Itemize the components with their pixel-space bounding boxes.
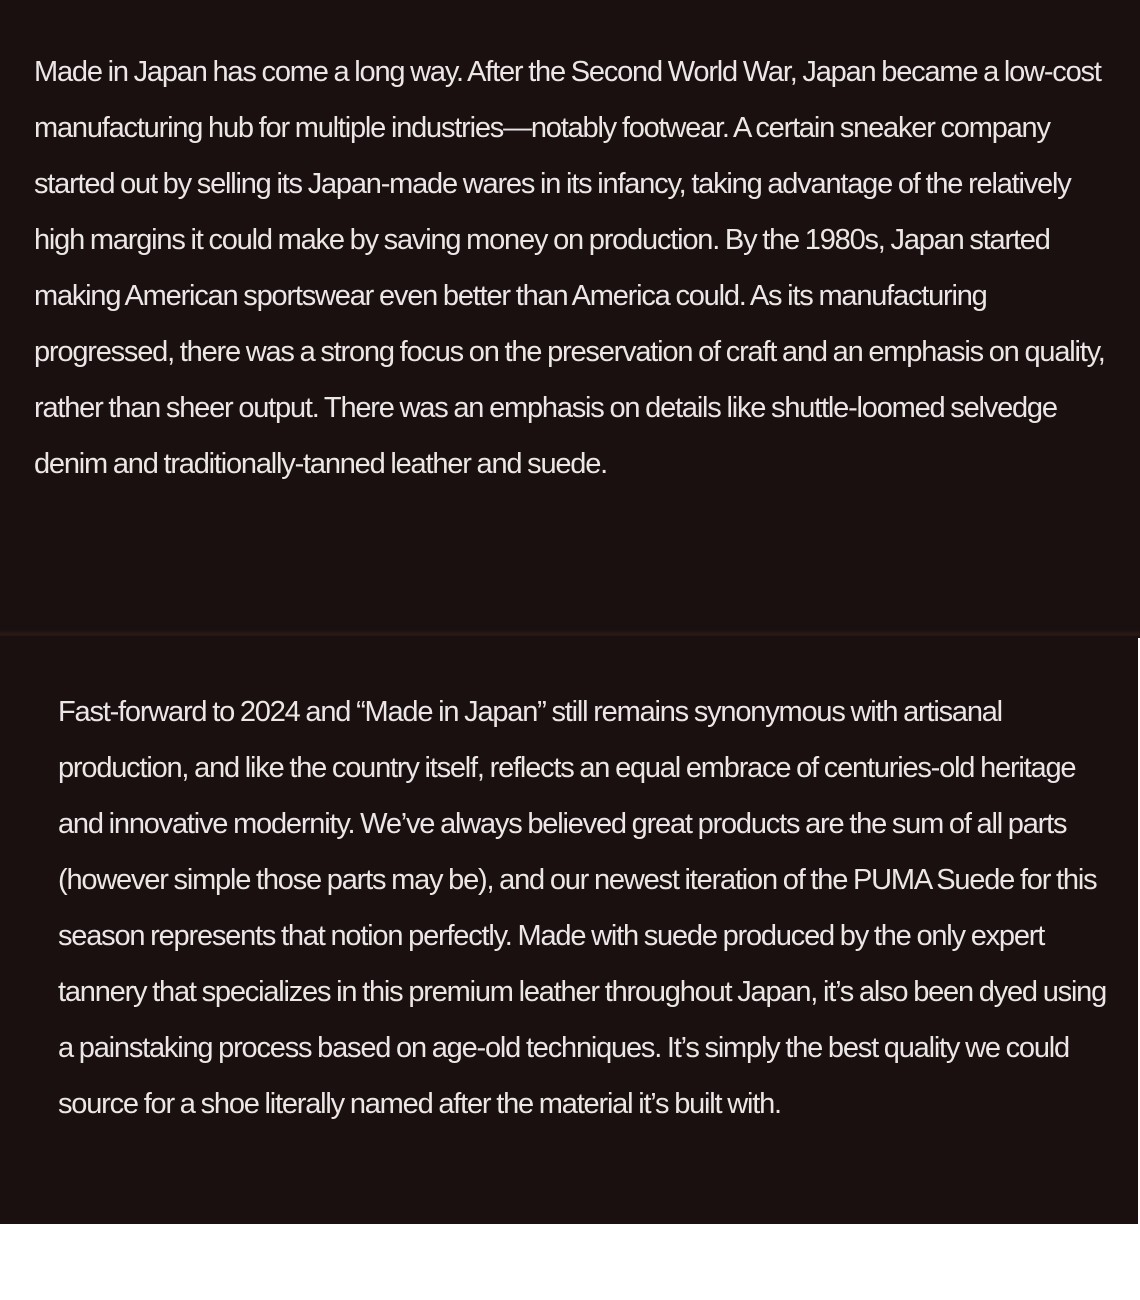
- product-paragraph: Fast-forward to 2024 and “Made in Japan” still remains synonymous with artisanal production, and like the country itself, reflects an equal embrace of centuries-old heritage and innovative modernity. We’ve always believed great products are the sum of all parts (however simple those parts may be), and our newest iteration of the PUMA Suede for this season represents that notion perfectly. Made with suede produced by the only expert tannery that specializes in this premium leather throughout Japan, it’s also been dyed using a painstaking process based on age-old techniques. It’s simply the best quality we could source for a shoe literally named after the material it’s built with.: [58, 696, 1107, 1120]
- intro-paragraph: Made in Japan has come a long way. After the Second World War, Japan became a low-cost manufacturing hub for multiple industries—notably footwear. A certain sneaker company started out by selling its Japan-made wares in its infancy, taking advantage of the relatively high margins it could make by saving money on production. By the 1980s, Japan started making American sportswear even better than America could. As its manufacturing progressed, there was a strong focus on the preservation of craft and an emphasis on quality, rather than sheer output. There was an emphasis on details like shuttle-loomed selvedge denim and traditionally-tanned leather and suede.: [34, 56, 1105, 480]
- intro-text-panel: [0, 0, 1140, 634]
- product-text-panel: [0, 636, 1138, 1224]
